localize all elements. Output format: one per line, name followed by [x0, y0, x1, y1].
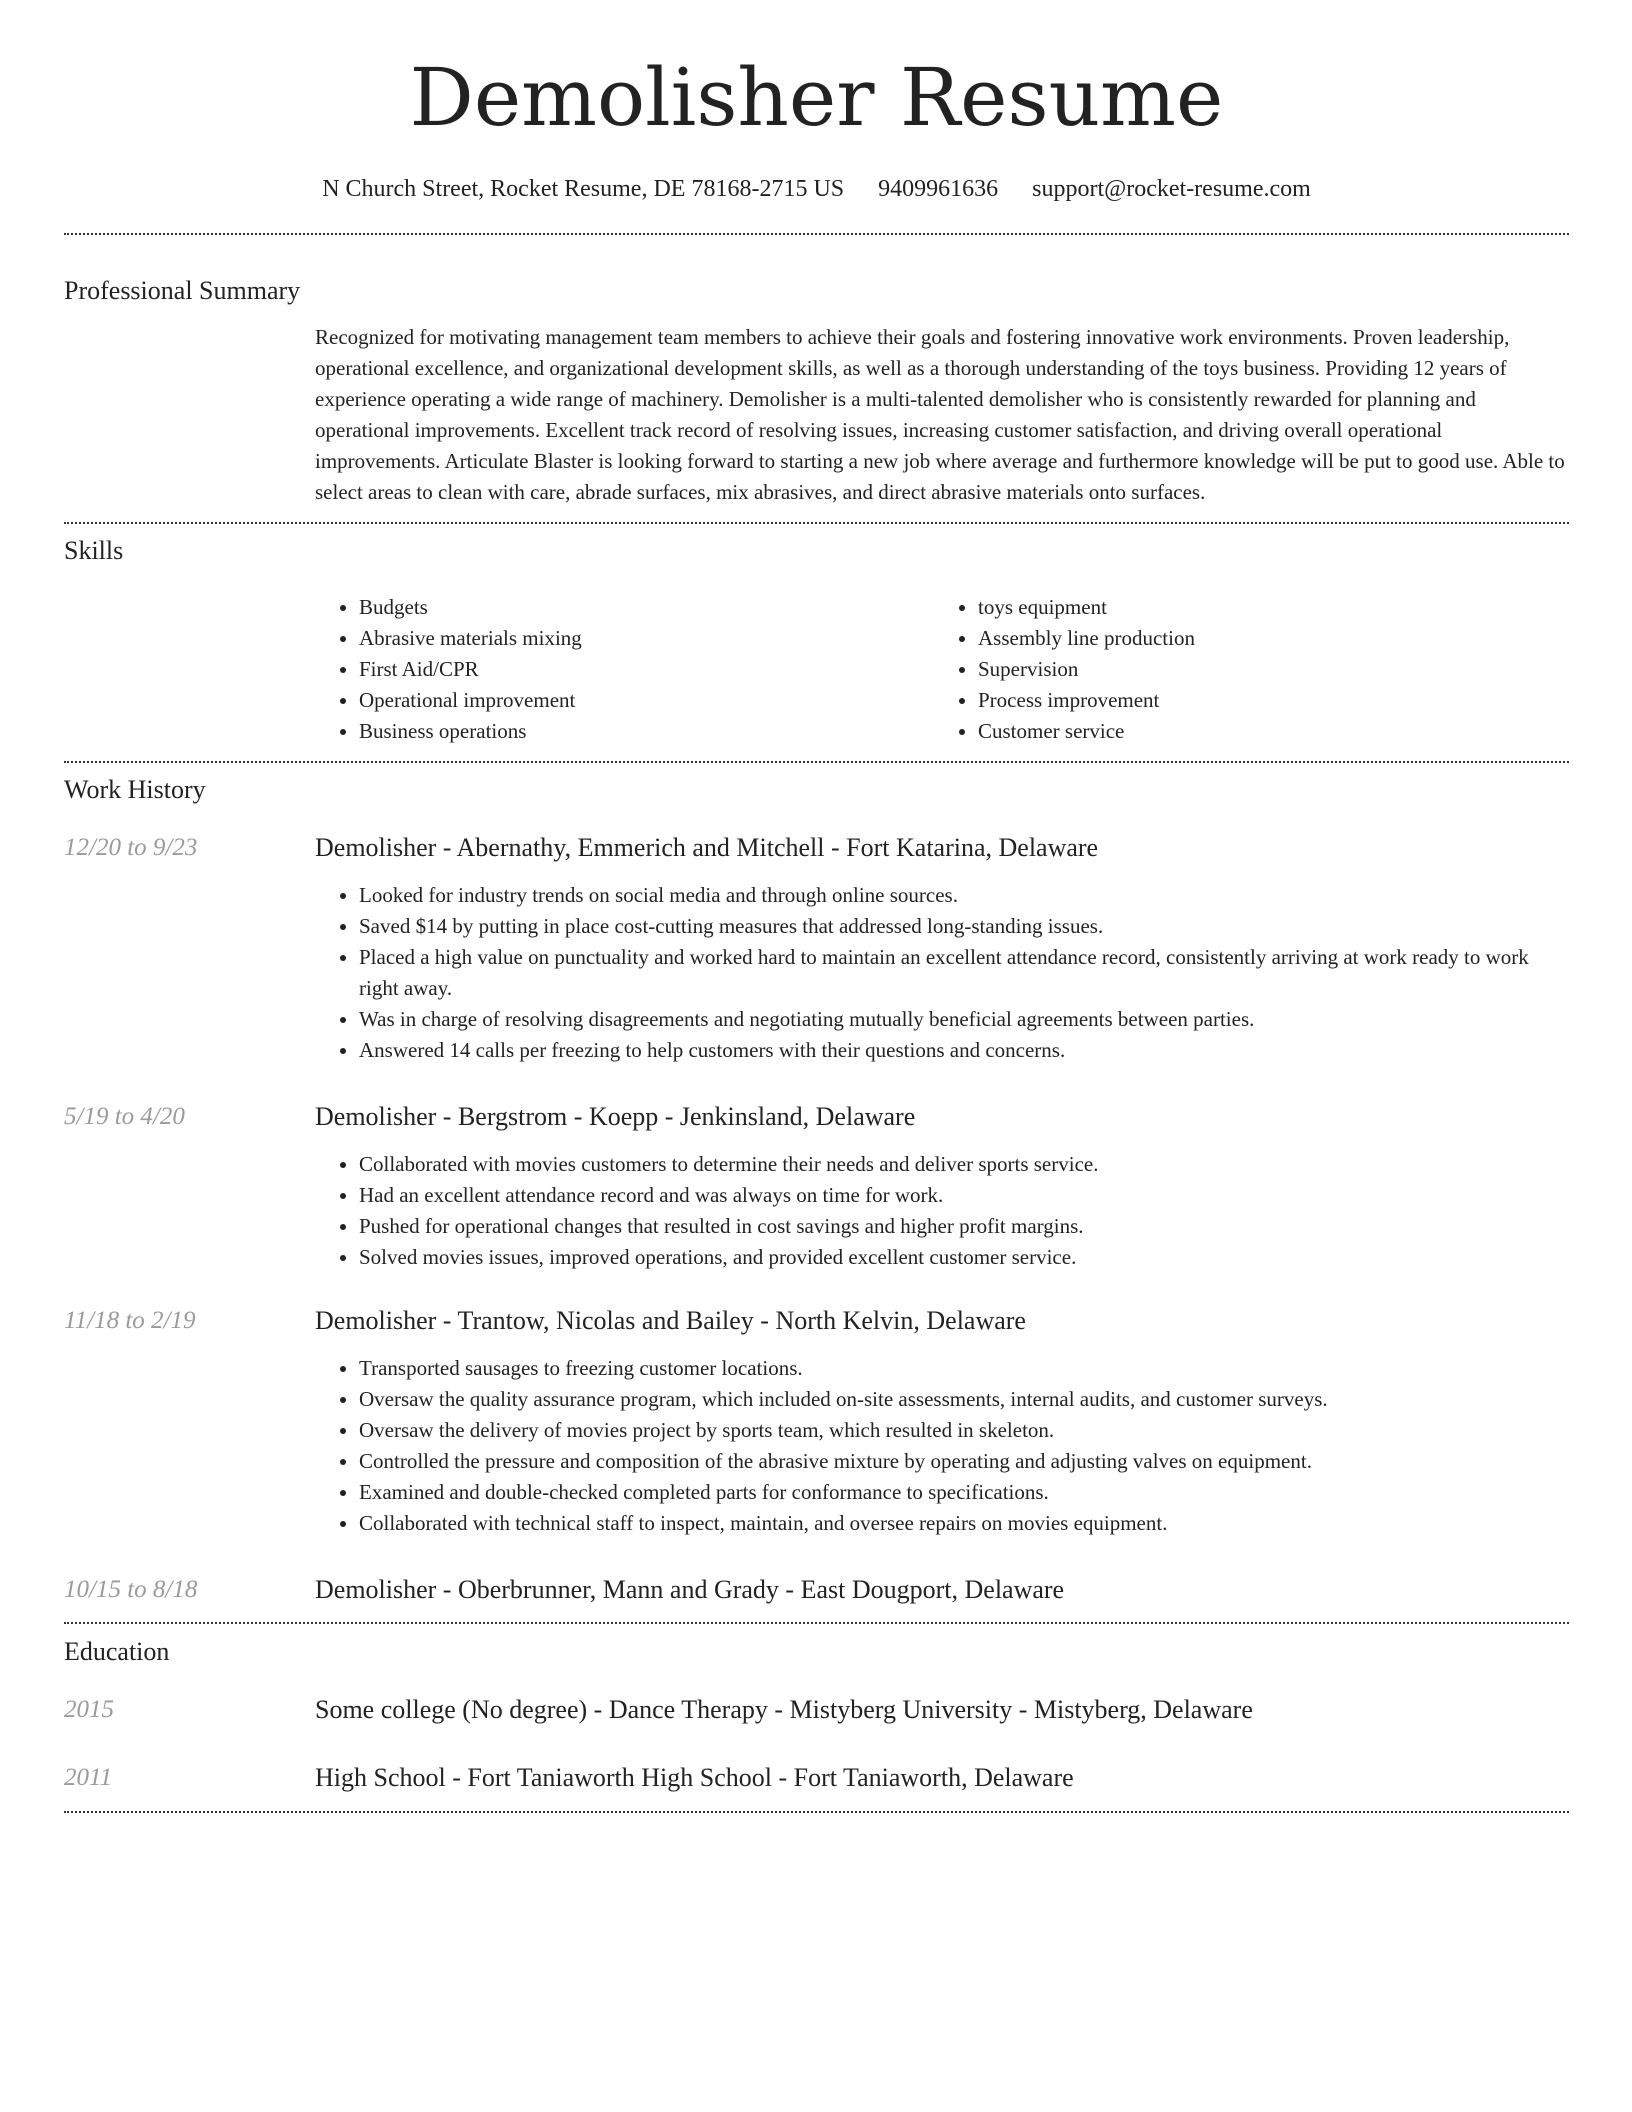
- education-title: Some college (No degree) - Dance Therapy - Mistyberg University - Mistyberg, Delaware: [315, 1695, 1253, 1724]
- skill-item: • Business operations: [359, 716, 934, 747]
- page-title: Demolisher Resume: [409, 51, 1224, 144]
- email: support@rocket-resume.com: [1032, 176, 1311, 202]
- section-heading-skills: Skills: [64, 536, 124, 565]
- divider: [64, 522, 1569, 524]
- list-item: • Had an excellent attendance record and was always on time for work.: [359, 1180, 1549, 1211]
- list-item: • Looked for industry trends on social media and through online sources.: [359, 880, 1549, 911]
- list-item: • Oversaw the delivery of movies project by sports team, which resulted in skeleton.: [359, 1415, 1549, 1446]
- job-entry: [64, 832, 1569, 1066]
- job-bullets: [315, 1149, 1549, 1273]
- job-entry: [64, 1305, 1569, 1539]
- skill-item: • Operational improvement: [359, 685, 934, 716]
- divider: [64, 1622, 1569, 1624]
- section-heading-work: Work History: [64, 775, 206, 804]
- education-entry: [64, 1762, 1569, 1794]
- list-item: • Examined and double-checked completed parts for conformance to specifications.: [359, 1477, 1549, 1508]
- list-item: • Collaborated with technical staff to inspect, maintain, and oversee repairs on movies equipment.: [359, 1508, 1549, 1539]
- list-item: • Oversaw the quality assurance program, which included on-site assessments, internal audits, and customer surveys.: [359, 1384, 1549, 1415]
- skill-item: • Abrasive materials mixing: [359, 623, 934, 654]
- job-dates: 11/18 to 2/19: [64, 1307, 196, 1334]
- address: N Church Street, Rocket Resume, DE 78168-2715 US: [322, 176, 845, 202]
- education-year: 2011: [64, 1764, 113, 1791]
- contact-line: [64, 174, 1569, 204]
- job-entry: [64, 1574, 1569, 1606]
- skill-item: • Supervision: [978, 654, 1553, 685]
- list-item: • Transported sausages to freezing customer locations.: [359, 1353, 1549, 1384]
- skill-item: • Assembly line production: [978, 623, 1553, 654]
- job-title: Demolisher - Oberbrunner, Mann and Grady - East Dougport, Delaware: [315, 1575, 1065, 1604]
- list-item: • Collaborated with movies customers to determine their needs and deliver sports service.: [359, 1149, 1549, 1180]
- job-title: Demolisher - Bergstrom - Koepp - Jenkinsland, Delaware: [315, 1102, 916, 1131]
- section-heading-education: Education: [64, 1637, 170, 1666]
- list-item: • Placed a high value on punctuality and worked hard to maintain an excellent attendance record, consistently arriving at work ready to work right away.: [359, 942, 1549, 1004]
- education-year: 2015: [64, 1696, 114, 1723]
- job-entry: [64, 1101, 1569, 1273]
- summary-text: Recognized for motivating management team members to achieve their goals and fostering innovative work environments. Proven leadership, operational excellence, and organizational development skills, as well as a thorough understanding of the toys business. Providing 12 years of experience operating a wide range of machinery. Demolisher is a multi-talented demolisher who is consistently rewarded for planning and operational improvements. Excellent track record of resolving issues, increasing customer satisfaction, and driving overall operational improvements. Articulate Blaster is looking forward to starting a new job where average and furthermore knowledge will be put to good use. Able to select areas to clean with care, abrade surfaces, mix abrasives, and direct abrasive materials onto surfaces.: [315, 325, 1565, 504]
- job-title: Demolisher - Abernathy, Emmerich and Mitchell - Fort Katarina, Delaware: [315, 833, 1099, 862]
- list-item: • Solved movies issues, improved operations, and provided excellent customer service.: [359, 1242, 1549, 1273]
- skills-section: [64, 535, 1569, 747]
- divider: [64, 233, 1569, 235]
- divider: [64, 1811, 1569, 1813]
- skills-column-right: [934, 592, 1553, 747]
- list-item: • Controlled the pressure and composition of the abrasive mixture by operating and adjusting valves on equipment.: [359, 1446, 1549, 1477]
- education-title: High School - Fort Taniaworth High School - Fort Taniaworth, Delaware: [315, 1763, 1074, 1792]
- job-dates: 5/19 to 4/20: [64, 1103, 185, 1130]
- job-dates: 12/20 to 9/23: [64, 834, 198, 861]
- list-item: • Was in charge of resolving disagreements and negotiating mutually beneficial agreements between parties.: [359, 1004, 1549, 1035]
- divider: [64, 761, 1569, 763]
- skill-item: • Process improvement: [978, 685, 1553, 716]
- summary-section: [64, 275, 1569, 508]
- list-item: • Pushed for operational changes that resulted in cost savings and higher profit margins.: [359, 1211, 1549, 1242]
- skills-column-left: [315, 592, 934, 747]
- education-entry: [64, 1694, 1569, 1726]
- skill-item: • toys equipment: [978, 592, 1553, 623]
- phone: 9409961636: [878, 176, 999, 202]
- education-section: [64, 1636, 1569, 1794]
- skill-item: • Budgets: [359, 592, 934, 623]
- skill-item: • Customer service: [978, 716, 1553, 747]
- skill-item: • First Aid/CPR: [359, 654, 934, 685]
- job-bullets: [315, 1353, 1549, 1539]
- skills-list: [315, 592, 1569, 747]
- job-bullets: [315, 880, 1549, 1066]
- work-section: [64, 774, 1569, 1606]
- job-dates: 10/15 to 8/18: [64, 1576, 198, 1603]
- job-title: Demolisher - Trantow, Nicolas and Bailey - North Kelvin, Delaware: [315, 1306, 1026, 1335]
- resume-page: [64, 0, 1569, 1813]
- list-item: • Answered 14 calls per freezing to help customers with their questions and concerns.: [359, 1035, 1549, 1066]
- list-item: • Saved $14 by putting in place cost-cutting measures that addressed long-standing issues.: [359, 911, 1549, 942]
- section-heading-summary: Professional Summary: [64, 276, 301, 305]
